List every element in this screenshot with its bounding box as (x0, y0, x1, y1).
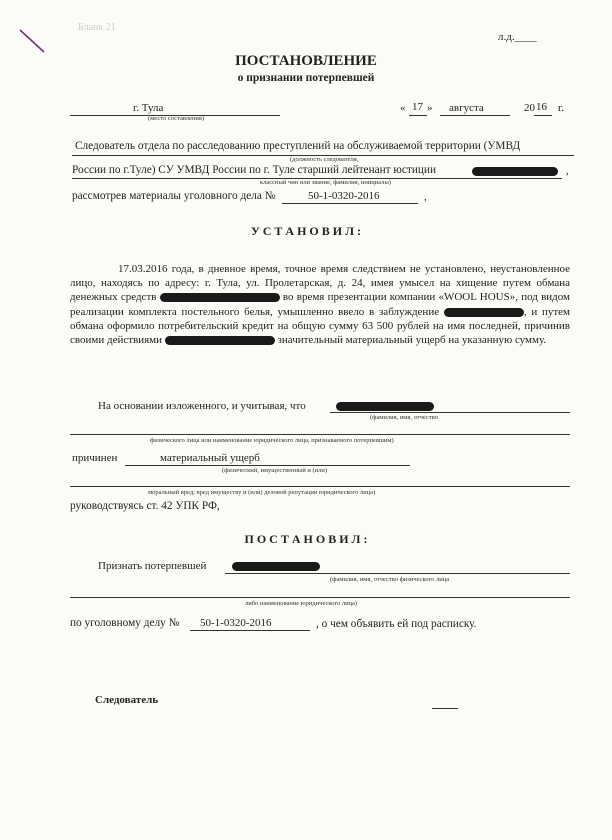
guided-by: руководствуясь ст. 42 УПК РФ, (70, 500, 220, 512)
investigator-comma: , (566, 165, 569, 177)
date-quote-open: « (400, 102, 406, 114)
place-caption: (место составления) (148, 115, 205, 122)
date-year-suffix: 16 (536, 101, 547, 113)
resolved-case-prefix: по уголовному делу № (70, 617, 180, 629)
redacted-1 (160, 293, 280, 302)
date-month: августа (449, 102, 484, 114)
redacted-4 (336, 402, 434, 411)
page-title: ПОСТАНОВЛЕНИЕ (235, 53, 377, 69)
investigator-caption2: классный чин или звание, фамилия, инициалы) (260, 179, 391, 186)
resolved-caption-f: либо наименование юридического лица) (245, 600, 358, 607)
page-subtitle: о признании потерпевшей (237, 72, 375, 84)
redacted-2 (444, 308, 524, 317)
basis-prefix: На основании изложенного, и учитывая, что (98, 400, 306, 412)
recognize-label: Признать потерпевшей (98, 560, 207, 572)
investigator-line1: Следователь отдела по расследованию преступлений на обслуживаемой территории (УМВД (75, 140, 521, 152)
basis-caption-d: моральный вред; вред имуществу и (или) деловой репутации юридического лица) (148, 489, 376, 496)
date-year-unit: г. (558, 102, 565, 114)
date-day: 17 (412, 101, 423, 113)
established-heading: У С Т А Н О В И Л : (250, 224, 362, 238)
established-p3: , и путем обмана оформило потребительский кредит на общую сумму 63 500 рублей на имя последней, причинив своими действиями (70, 305, 570, 347)
signature-label: Следователь (95, 694, 159, 706)
redacted-5 (232, 562, 320, 571)
basis-caption-b: физического лица или наименование юридического лица, признаваемого потерпевшим) (150, 437, 394, 444)
investigator-caption1: (должность следователя, (290, 156, 359, 163)
case-ref: л.д.____ (498, 31, 537, 43)
harm-type: материальный ущерб (160, 452, 260, 464)
case-comma: , (424, 191, 427, 203)
resolved-case-number: 50-1-0320-2016 (200, 617, 272, 629)
date-quote-close: » (427, 102, 433, 114)
date-year-prefix: 20 (524, 102, 535, 114)
city: г. Тула (133, 102, 164, 114)
established-p1: 17.03.2016 года, в дневное время, точное время следствием не установлено, неустановленное лицо, находясь по адресу: г. Тула, ул. Пролетарская, д. 24, имея умысел на хищение путем обмана денежных средств (70, 263, 570, 304)
resolved-caption-e: (фамилия, имя, отчество физического лица (330, 576, 450, 583)
form-label: Бланк 21 (78, 22, 116, 33)
basis-caption-a: (фамилия, имя, отчество (370, 414, 438, 421)
redacted-name (472, 167, 558, 176)
resolved-suffix: , о чем объявить ей под расписку. (316, 618, 477, 630)
redacted-3 (165, 336, 275, 345)
basis-caption-c: (физический, имущественный и (или) (222, 467, 328, 474)
investigator-line2: России по г.Туле) СУ УМВД России по г. Туле старший лейтенант юстиции (72, 164, 437, 176)
caused-label: причинен (72, 452, 118, 464)
established-p2: во время презентации компании «WOOL HOUS», под видом реализации комплекта постельного белья, умышленно ввело в заблуждение (70, 291, 571, 318)
established-text (70, 262, 570, 347)
established-p4: значительный материальный ущерб на указанную сумму. (277, 334, 547, 347)
resolved-heading: П О С Т А Н О В И Л : (244, 532, 368, 546)
review-prefix: рассмотрев материалы уголовного дела № (72, 190, 276, 202)
case-number: 50-1-0320-2016 (308, 190, 380, 202)
